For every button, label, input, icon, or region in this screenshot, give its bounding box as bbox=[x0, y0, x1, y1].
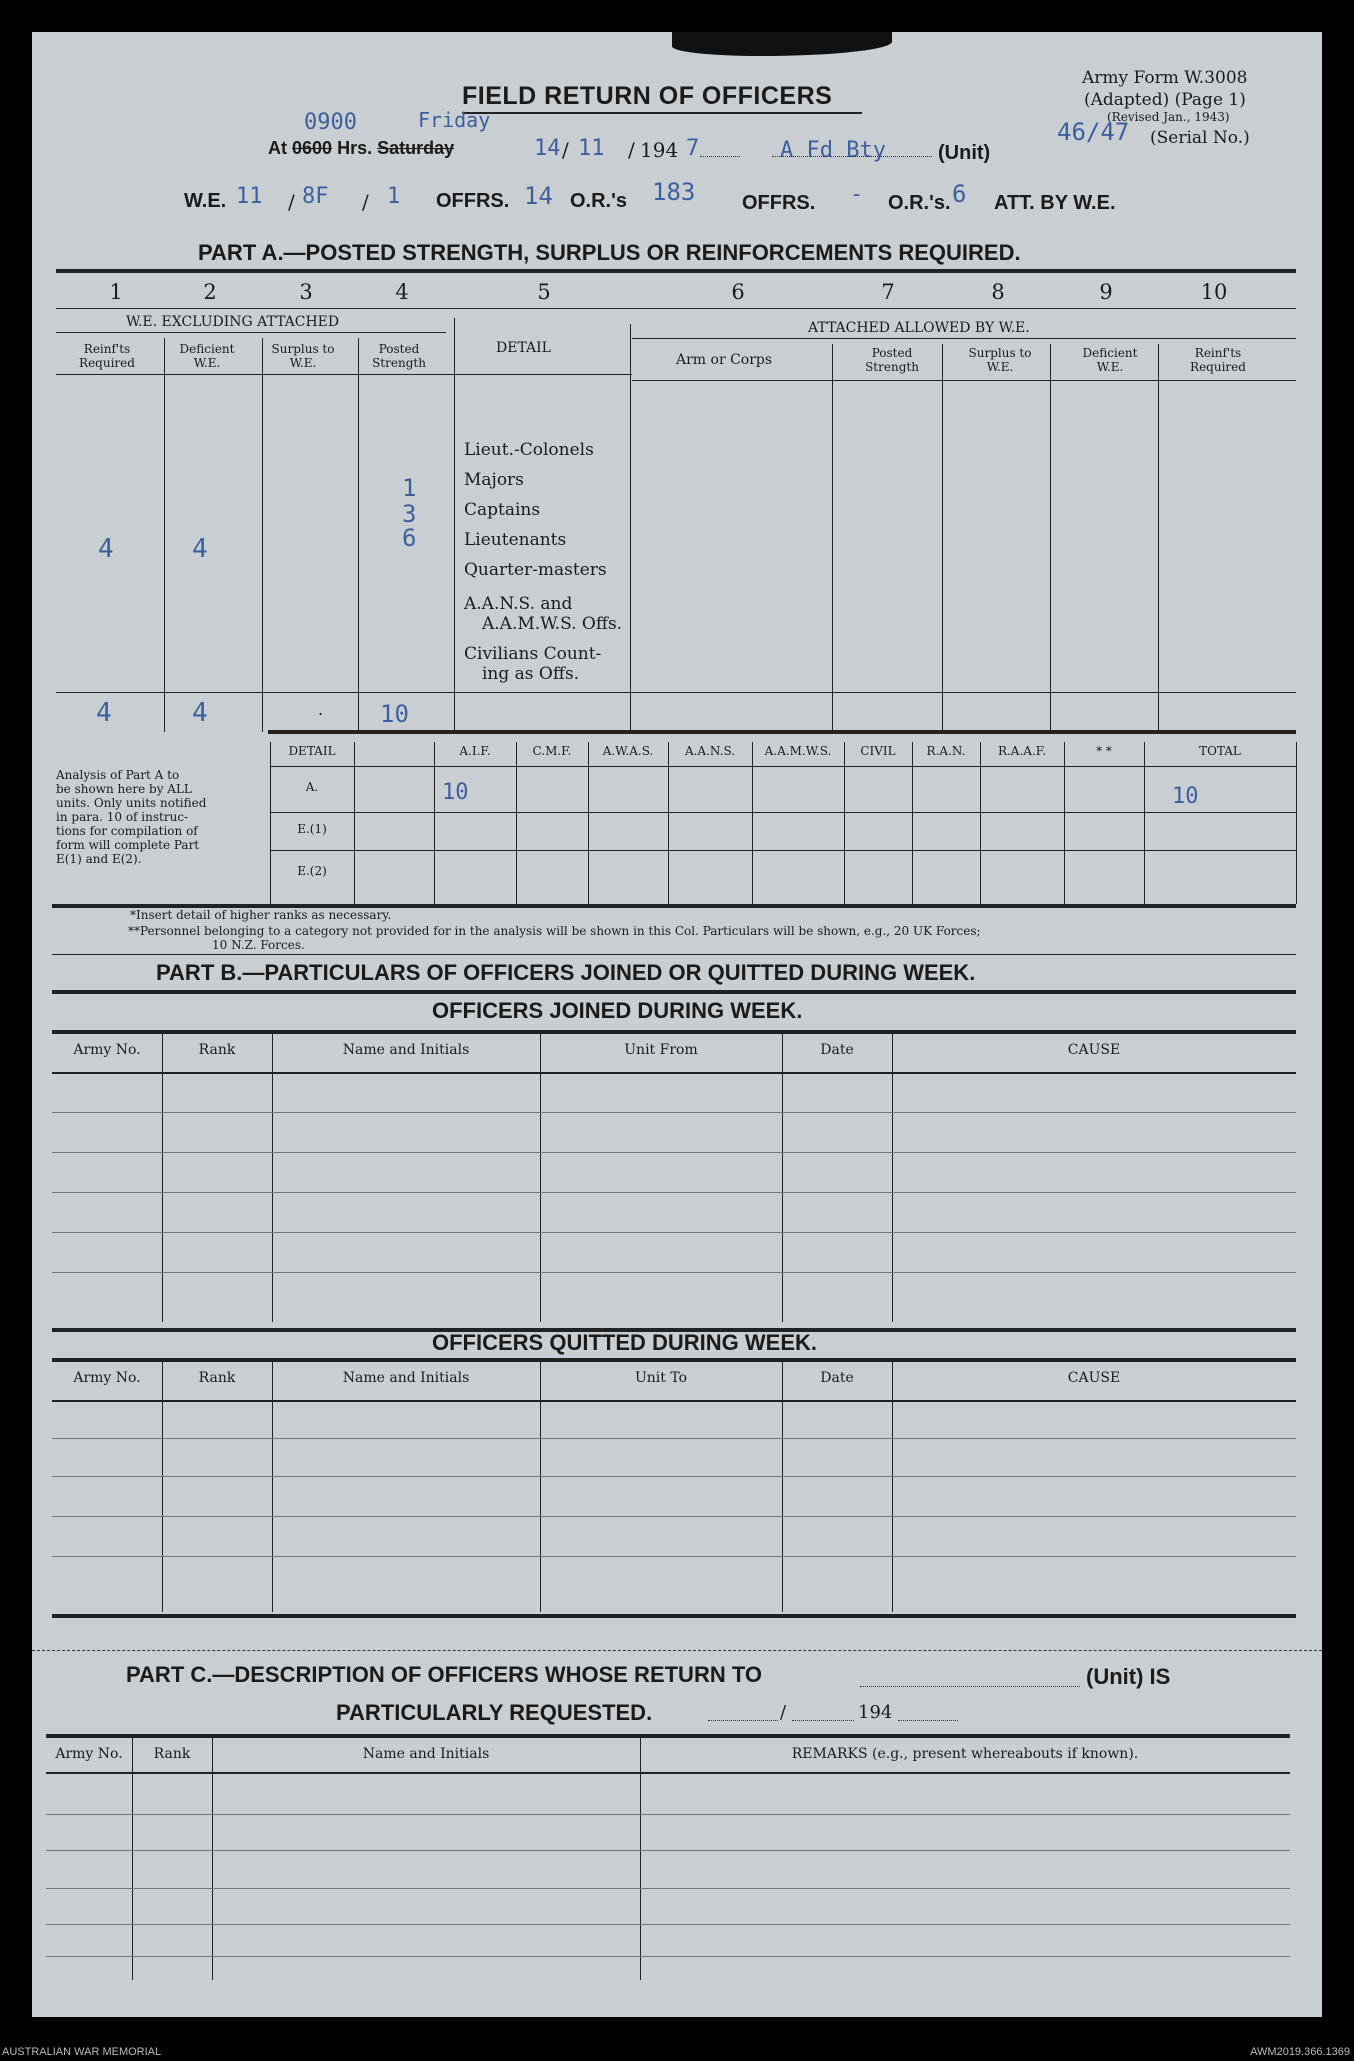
head-surplus: Surplus to W.E. bbox=[271, 342, 335, 370]
footnote-2: **Personnel belonging to a category not provided for in the analysis will be shown in this Col. Particulars will be shown, e.g., 20 UK Forces; bbox=[128, 924, 981, 938]
ors2-value: 6 bbox=[952, 180, 967, 208]
val-posted-majors: 1 bbox=[402, 474, 417, 502]
val-reinf-lieut: 4 bbox=[98, 534, 114, 564]
we-slash1: / bbox=[288, 190, 295, 214]
date-slash2: / bbox=[628, 138, 635, 162]
at-row bbox=[268, 138, 454, 159]
quitted-vline bbox=[782, 1360, 783, 1612]
analysis-note-line: in para. 10 of instruc- bbox=[56, 810, 189, 824]
quitted-vline bbox=[272, 1360, 273, 1612]
offrs-value: 14 bbox=[524, 182, 553, 210]
quitted-header: Name and Initials bbox=[342, 1370, 470, 1386]
offrs2-value: - bbox=[850, 182, 864, 207]
analysis-note-line: E(1) and E(2). bbox=[56, 852, 142, 866]
we-sub-rule bbox=[56, 332, 446, 333]
val-total-reinf: 4 bbox=[96, 698, 112, 728]
pa-v9 bbox=[1158, 344, 1159, 732]
ors-value: 183 bbox=[652, 178, 696, 206]
detail-item: ing as Offs. bbox=[482, 664, 580, 684]
head-surplus2: Surplus to W.E. bbox=[968, 346, 1032, 374]
val-total-posted: 10 bbox=[380, 700, 409, 728]
pa-v4 bbox=[454, 318, 455, 732]
head-reinf: Reinf'ts Required bbox=[79, 342, 135, 370]
joined-vline bbox=[162, 1032, 163, 1322]
detail-item: A.A.M.W.S. Offs. bbox=[482, 614, 623, 634]
cut-line bbox=[32, 1650, 1322, 1651]
quitted-header: Date bbox=[820, 1370, 854, 1386]
analysis-note-line: tions for compilation of bbox=[56, 824, 198, 838]
partc-row-line bbox=[46, 1814, 1290, 1815]
hrs-label: Hrs. bbox=[337, 138, 373, 158]
part-c-unit-dots bbox=[860, 1686, 1080, 1687]
analysis-vline bbox=[1296, 742, 1297, 904]
part-c-date-dots1 bbox=[708, 1720, 778, 1721]
detail-item: Quarter-masters bbox=[464, 560, 607, 580]
joined-vline bbox=[272, 1032, 273, 1322]
quitted-row-line bbox=[52, 1476, 1296, 1477]
footnote-1: *Insert detail of higher ranks as necessary. bbox=[130, 908, 392, 922]
joined-rule bbox=[52, 1030, 1296, 1034]
column-number: 2 bbox=[203, 280, 217, 304]
part-a-title: PART A.—POSTED STRENGTH, SURPLUS OR REINFORCEMENTS REQUIRED. bbox=[198, 240, 1021, 265]
unit-value: A Fd Bty bbox=[780, 138, 886, 163]
joined-header: Rank bbox=[198, 1042, 236, 1058]
analysis-total-a: 10 bbox=[1172, 784, 1199, 809]
quitted-head-rule bbox=[52, 1400, 1296, 1402]
footnote-rule bbox=[52, 954, 1296, 955]
pa-v3 bbox=[358, 338, 359, 732]
analysis-note-line: Analysis of Part A to bbox=[56, 768, 180, 782]
date-dots bbox=[700, 156, 740, 157]
joined-header: Army No. bbox=[73, 1042, 141, 1058]
we-excluding-label: W.E. EXCLUDING ATTACHED bbox=[126, 314, 340, 330]
joined-row-line bbox=[52, 1232, 1296, 1233]
quitted-rule bbox=[52, 1358, 1296, 1362]
analysis-row-label: E.(1) bbox=[297, 822, 327, 836]
partc-head-rule bbox=[46, 1772, 1290, 1774]
pa-v1 bbox=[164, 338, 165, 732]
detail-item: A.A.N.S. and bbox=[464, 594, 573, 614]
quitted-vline bbox=[540, 1360, 541, 1612]
analysis-header: C.M.F. bbox=[532, 744, 572, 758]
part-c-date-dots2 bbox=[792, 1720, 854, 1721]
joined-header: CAUSE bbox=[1067, 1042, 1121, 1058]
we-3: 1 bbox=[387, 184, 401, 209]
pa-v6 bbox=[832, 344, 833, 732]
analysis-hline bbox=[270, 850, 1296, 851]
column-number: 10 bbox=[1200, 280, 1228, 304]
detail-item: Captains bbox=[464, 500, 541, 520]
time-hand: 0900 bbox=[304, 110, 357, 135]
form-title: FIELD RETURN OF OFFICERS bbox=[462, 82, 833, 110]
footer-right: AWM2019.366.1369 bbox=[1250, 2046, 1350, 2058]
part-c-title-a: PART C.—DESCRIPTION OF OFFICERS WHOSE RETURN TO bbox=[126, 1662, 762, 1687]
joined-vline bbox=[540, 1032, 541, 1322]
part-b-title: PART B.—PARTICULARS OF OFFICERS JOINED OR QUITTED DURING WEEK. bbox=[156, 960, 976, 985]
date-day: 14 bbox=[534, 136, 561, 161]
val-total-deficient: 4 bbox=[192, 698, 208, 728]
date-slash1: / bbox=[562, 138, 569, 162]
partc-header: Army No. bbox=[55, 1746, 123, 1762]
serial-value: 46/47 bbox=[1057, 118, 1130, 146]
part-b-rule bbox=[52, 990, 1296, 994]
form-sheet bbox=[32, 32, 1322, 2017]
part-c-slash: / bbox=[780, 1702, 787, 1723]
pa-v2 bbox=[262, 338, 263, 732]
year-digit: 7 bbox=[686, 136, 700, 161]
partc-row-line bbox=[46, 1850, 1290, 1851]
we-label: W.E. bbox=[184, 190, 227, 212]
pa-v7 bbox=[942, 344, 943, 732]
adapted-label: (Adapted) (Page 1) bbox=[1084, 90, 1246, 110]
analysis-note-line: be shown here by ALL bbox=[56, 782, 192, 796]
at-label: At bbox=[268, 138, 287, 158]
quitted-vline bbox=[892, 1360, 893, 1612]
analysis-header: A.W.A.S. bbox=[602, 744, 654, 758]
analysis-header: CIVIL bbox=[860, 744, 896, 758]
we-slash2: / bbox=[362, 190, 369, 214]
joined-row-line bbox=[52, 1192, 1296, 1193]
att-label: ATT. BY W.E. bbox=[994, 192, 1116, 214]
part-a-top-rule bbox=[56, 269, 1296, 273]
analysis-header: R.A.N. bbox=[926, 744, 966, 758]
column-number: 4 bbox=[395, 280, 409, 304]
partc-row-line bbox=[46, 1924, 1290, 1925]
head-arm: Arm or Corps bbox=[676, 352, 773, 368]
offrs-label: OFFRS. bbox=[436, 190, 510, 212]
part-c-title-unit: (Unit) IS bbox=[1086, 1664, 1171, 1689]
joined-header: Unit From bbox=[624, 1042, 698, 1058]
ors2-label: O.R.'s. bbox=[888, 192, 951, 214]
joined-vline bbox=[892, 1032, 893, 1322]
detail-bottom-rule bbox=[456, 374, 632, 375]
partc-header: Name and Initials bbox=[362, 1746, 490, 1762]
quitted-row-line bbox=[52, 1516, 1296, 1517]
quitted-row-line bbox=[52, 1556, 1296, 1557]
part-c-rule bbox=[46, 1734, 1290, 1738]
column-number: 1 bbox=[109, 280, 123, 304]
joined-header: Date bbox=[820, 1042, 854, 1058]
joined-row-line bbox=[52, 1272, 1296, 1273]
analysis-note-line: form will complete Part bbox=[56, 838, 200, 852]
partc-row-line bbox=[46, 1888, 1290, 1889]
column-number: 8 bbox=[991, 280, 1005, 304]
we-1: 11 bbox=[236, 184, 263, 209]
col-num-rule bbox=[56, 308, 1296, 309]
detail-item: Civilians Count- bbox=[464, 644, 602, 664]
val-posted-lieut: 6 bbox=[402, 524, 417, 552]
head-reinf2: Reinf'ts Required bbox=[1190, 346, 1246, 374]
joined-row-line bbox=[52, 1152, 1296, 1153]
date-month: 11 bbox=[578, 136, 605, 161]
analysis-header: A.A.M.W.S. bbox=[764, 744, 832, 758]
analysis-note-line: units. Only units notified bbox=[56, 796, 207, 810]
column-number: 9 bbox=[1099, 280, 1113, 304]
column-number: 7 bbox=[881, 280, 895, 304]
we-2: 8F bbox=[302, 184, 329, 209]
quitted-header: CAUSE bbox=[1067, 1370, 1121, 1386]
partc-row-line bbox=[46, 1956, 1290, 1957]
detail-item: Majors bbox=[464, 470, 524, 490]
head-posted: Posted Strength bbox=[372, 342, 426, 370]
partc-header: REMARKS (e.g., present whereabouts if known). bbox=[791, 1746, 1139, 1762]
head-bottom-rule-left bbox=[56, 374, 456, 375]
analysis-row-label: A. bbox=[305, 780, 319, 794]
analysis-header: A.A.N.S. bbox=[684, 744, 736, 758]
analysis-note bbox=[56, 768, 226, 866]
analysis-header: * * bbox=[1096, 744, 1112, 758]
att-sub-rule bbox=[632, 338, 1296, 339]
quitted-vline bbox=[162, 1360, 163, 1612]
detail-item: Lieut.-Colonels bbox=[464, 440, 594, 460]
analysis-top-rule bbox=[268, 730, 1296, 734]
attached-allowed-label: ATTACHED ALLOWED BY W.E. bbox=[808, 320, 1030, 336]
part-c-year-dots bbox=[898, 1720, 958, 1721]
day-printed: Saturday bbox=[377, 138, 455, 158]
revised-label: (Revised Jan., 1943) bbox=[1107, 110, 1230, 124]
footer-left: AUSTRALIAN WAR MEMORIAL bbox=[2, 2046, 162, 2058]
quitted-header: Army No. bbox=[73, 1370, 141, 1386]
column-number: 6 bbox=[731, 280, 745, 304]
quitted-bottom-rule bbox=[52, 1614, 1296, 1618]
analysis-header: R.A.A.F. bbox=[997, 744, 1047, 758]
analysis-header: A.I.F. bbox=[459, 744, 491, 758]
head-bottom-rule-right bbox=[632, 380, 1296, 381]
head-deficient: Deficient W.E. bbox=[179, 342, 235, 370]
year-prefix: 194 bbox=[640, 138, 679, 162]
title-underline bbox=[462, 112, 862, 114]
analysis-aif-a: 10 bbox=[442, 780, 469, 805]
analysis-header: DETAIL bbox=[288, 744, 336, 758]
joined-title: OFFICERS JOINED DURING WEEK. bbox=[432, 998, 803, 1023]
column-number: 3 bbox=[299, 280, 313, 304]
analysis-hline bbox=[270, 812, 1296, 813]
joined-vline bbox=[782, 1032, 783, 1322]
analysis-hline bbox=[270, 766, 1296, 767]
val-total-surplus: . bbox=[318, 700, 324, 719]
joined-row-line bbox=[52, 1112, 1296, 1113]
val-posted-captains: 3 bbox=[402, 500, 417, 528]
quitted-row-line bbox=[52, 1438, 1296, 1439]
head-detail: DETAIL bbox=[496, 340, 551, 356]
quitted-header: Rank bbox=[198, 1370, 236, 1386]
quitted-title: OFFICERS QUITTED DURING WEEK. bbox=[432, 1330, 817, 1355]
time-printed: 0600 bbox=[292, 138, 333, 158]
detail-item: Lieutenants bbox=[464, 530, 567, 550]
total-row-rule bbox=[56, 692, 1296, 693]
joined-head-rule bbox=[52, 1072, 1296, 1074]
pa-v5 bbox=[630, 324, 631, 732]
analysis-row-label: E.(2) bbox=[297, 864, 327, 878]
head-posted2: Posted Strength bbox=[865, 346, 919, 374]
offrs2-label: OFFRS. bbox=[742, 192, 816, 214]
footnote-3: 10 N.Z. Forces. bbox=[212, 938, 305, 952]
head-deficient2: Deficient W.E. bbox=[1082, 346, 1138, 374]
quitted-header: Unit To bbox=[634, 1370, 688, 1386]
partc-header: Rank bbox=[153, 1746, 191, 1762]
joined-header: Name and Initials bbox=[342, 1042, 470, 1058]
pa-v8 bbox=[1050, 344, 1051, 732]
torn-mark bbox=[672, 32, 892, 56]
unit-dots bbox=[772, 156, 932, 157]
analysis-header: TOTAL bbox=[1199, 744, 1241, 758]
column-number: 5 bbox=[537, 280, 551, 304]
part-c-title-b: PARTICULARLY REQUESTED. bbox=[336, 1700, 653, 1725]
val-deficient-lieut: 4 bbox=[192, 534, 208, 564]
part-c-year: 194 bbox=[858, 1702, 893, 1723]
unit-label: (Unit) bbox=[938, 142, 991, 164]
day-hand: Friday bbox=[418, 108, 491, 132]
serial-label: (Serial No.) bbox=[1150, 128, 1250, 148]
army-form-label: Army Form W.3008 bbox=[1082, 68, 1248, 88]
ors-label: O.R.'s bbox=[570, 190, 627, 212]
